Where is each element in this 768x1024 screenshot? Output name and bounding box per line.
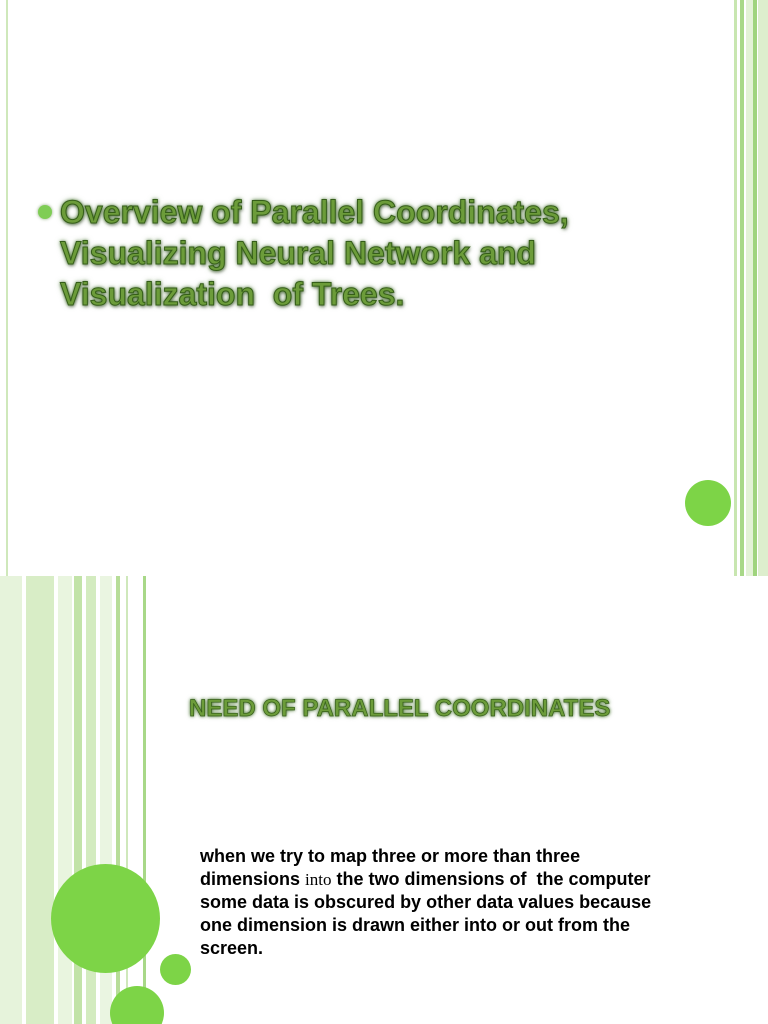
- title-line-1: Overview of Parallel Coordinates,: [60, 194, 569, 230]
- stripe: [0, 576, 22, 1024]
- body-line-2-serif-word: into: [305, 870, 332, 889]
- body-line-5: screen.: [200, 938, 264, 958]
- body-line-4: one dimension is drawn either into or out from the: [200, 915, 631, 935]
- stripe: [734, 0, 737, 576]
- body-line-2-end: the two dimensions of the computer: [331, 869, 651, 889]
- decorative-circle-small: [160, 954, 191, 985]
- slide-2: [0, 576, 768, 1024]
- body-line-2: [200, 868, 700, 891]
- left-edge-line: [6, 0, 8, 576]
- decorative-circle-large: [51, 864, 160, 973]
- slide-title-bullet: [60, 192, 700, 315]
- decorative-circle: [685, 480, 731, 526]
- slide-heading: NEED OF PARALLEL COORDINATES: [189, 695, 611, 722]
- stripe: [758, 0, 768, 576]
- title-line-2: Visualizing Neural Network and: [60, 235, 536, 271]
- body-paragraph: [200, 845, 700, 960]
- bullet-dot: [38, 205, 52, 219]
- body-line-1: when we try to map three or more than three: [200, 846, 581, 866]
- body-line-3: some data is obscured by other data values because: [200, 892, 652, 912]
- title-line-3: Visualization of Trees.: [60, 276, 405, 312]
- stripe: [740, 0, 744, 576]
- body-line-2-start: dimensions: [200, 869, 306, 889]
- stripe: [746, 0, 753, 576]
- stripe: [753, 0, 757, 576]
- stripe: [26, 576, 54, 1024]
